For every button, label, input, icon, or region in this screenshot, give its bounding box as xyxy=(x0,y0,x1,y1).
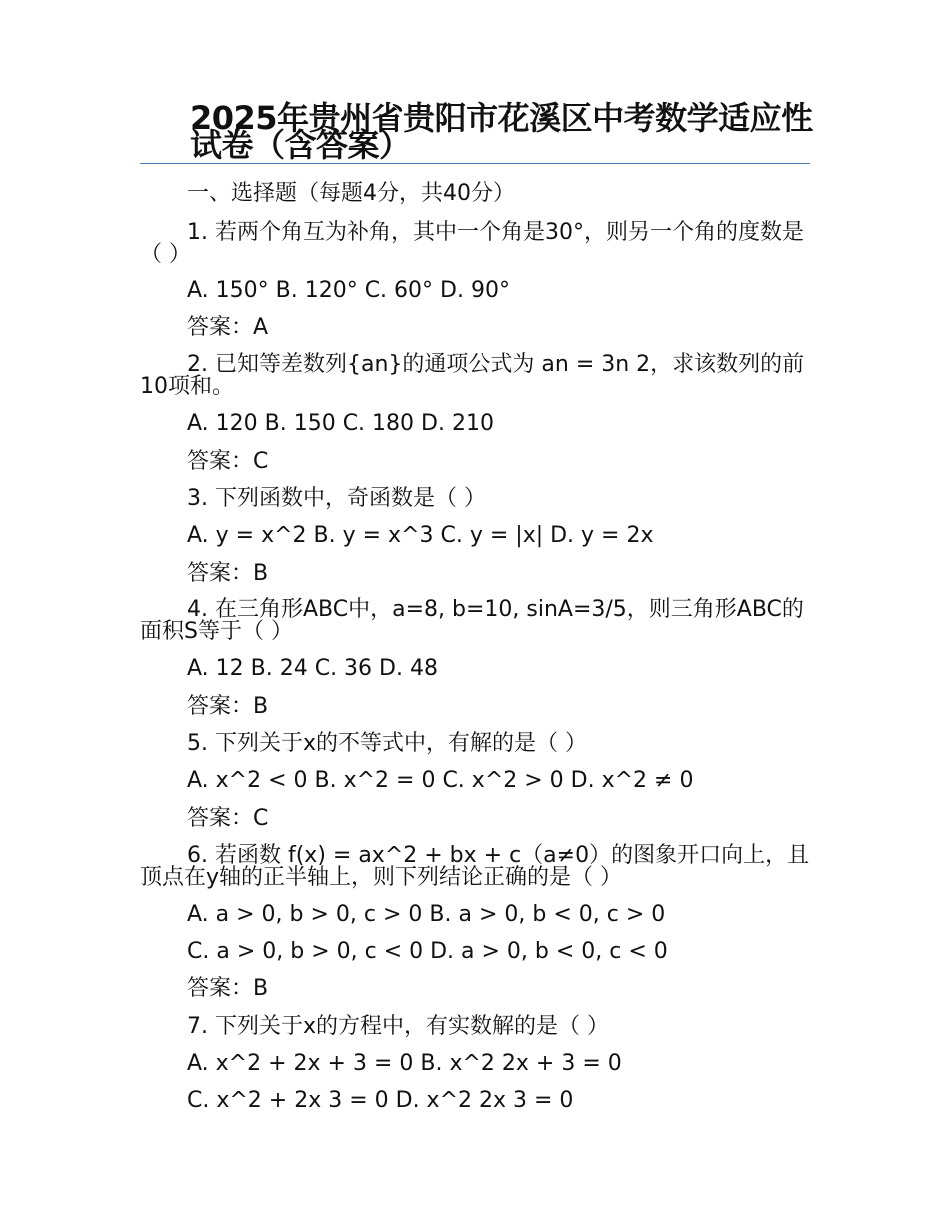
title-block xyxy=(140,99,813,164)
question-7-options-line-2: C. x^2 + 2x 3 = 0 D. x^2 2x 3 = 0 xyxy=(187,1088,574,1113)
question-5-stem: 5. 下列关于x的不等式中，有解的是（ ） xyxy=(187,731,587,756)
question-7-stem: 7. 下列关于x的方程中，有实数解的是（ ） xyxy=(187,1014,609,1039)
question-6-options-line-2: C. a > 0, b > 0, c < 0 D. a > 0, b < 0, c < 0 xyxy=(187,939,668,964)
question-7-options-line-1: A. x^2 + 2x + 3 = 0 B. x^2 2x + 3 = 0 xyxy=(187,1051,622,1076)
question-2-answer: 答案：C xyxy=(187,449,269,474)
question-1-answer: 答案：A xyxy=(187,315,269,340)
question-4-options: A. 12 B. 24 C. 36 D. 48 xyxy=(187,656,438,681)
document-title: 2025年贵州省贵阳市花溪区中考数学适应性试卷（含答案） xyxy=(190,99,813,164)
question-6-stem: 6. 若函数 f(x) = ax^2 + bx + c（a≠0）的图象开口向上，且顶点在y轴的正半轴上，则下列结论正确的是（ ） xyxy=(140,843,810,890)
question-2-stem: 2. 已知等差数列{an}的通项公式为 an = 3n 2，求该数列的前10项和。 xyxy=(140,352,805,399)
question-4-answer: 答案：B xyxy=(187,694,269,719)
question-6-options-line-1: A. a > 0, b > 0, c > 0 B. a > 0, b < 0, c > 0 xyxy=(187,902,666,927)
section-heading: 一、选择题（每题4分，共40分） xyxy=(187,181,515,206)
question-5-answer: 答案：C xyxy=(187,806,269,831)
question-1-options: A. 150° B. 120° C. 60° D. 90° xyxy=(187,278,510,303)
question-4-stem: 4. 在三角形ABC中，a=8, b=10, sinA=3/5，则三角形ABC的面积S等于（ ） xyxy=(140,597,804,644)
question-3-answer: 答案：B xyxy=(187,561,269,586)
question-2-options: A. 120 B. 150 C. 180 D. 210 xyxy=(187,411,494,436)
question-5-options: A. x^2 < 0 B. x^2 = 0 C. x^2 > 0 D. x^2 ≠ 0 xyxy=(187,768,694,793)
question-3-options: A. y = x^2 B. y = x^3 C. y = |x| D. y = 2x xyxy=(187,523,654,548)
question-3-stem: 3. 下列函数中，奇函数是（ ） xyxy=(187,486,486,511)
question-1-stem: 1. 若两个角互为补角，其中一个角是30°，则另一个角的度数是（ ） xyxy=(140,220,804,267)
question-6-answer: 答案：B xyxy=(187,976,269,1001)
